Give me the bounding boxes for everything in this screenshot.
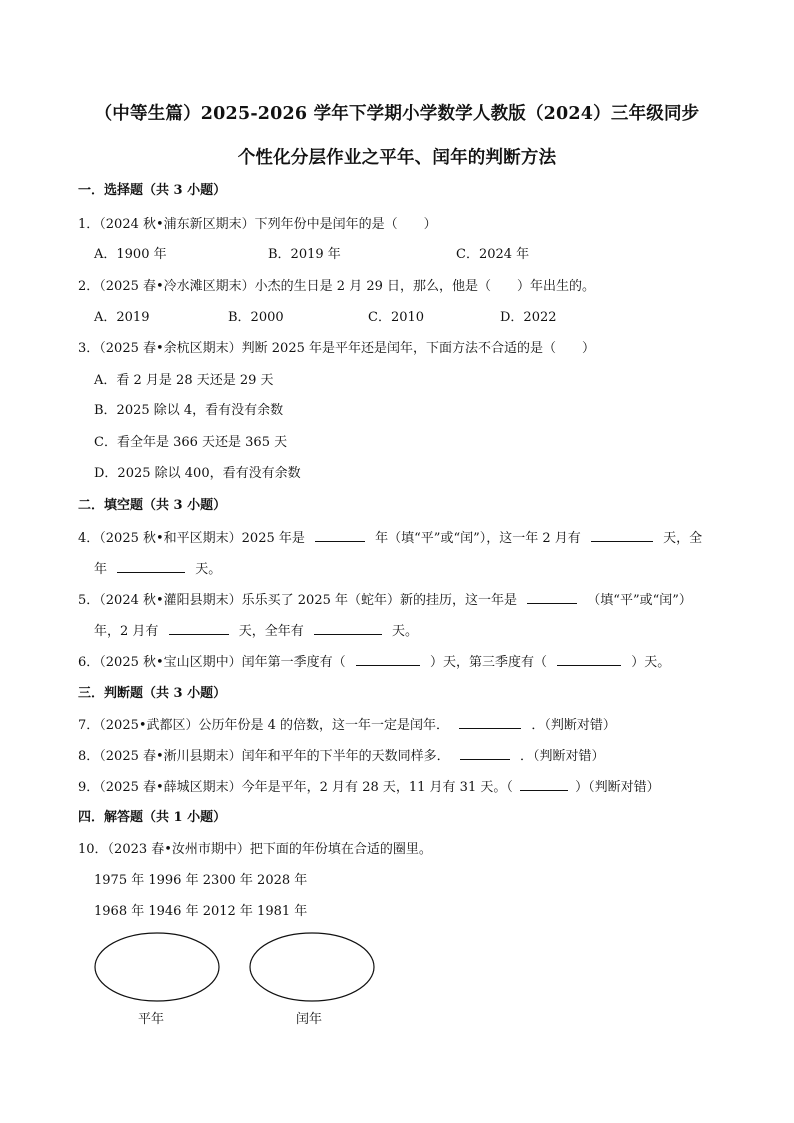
- question-4-text-c: 天，全: [663, 531, 703, 546]
- leap-year-ellipse[interactable]: [250, 933, 374, 1001]
- question-8-text-b: ．（判断对错）: [519, 749, 605, 764]
- section-fill-heading: 二．填空题（共 3 小题）: [78, 498, 227, 513]
- question-1-option-b: B．2019 年: [268, 247, 341, 262]
- section-choice-heading: 一．选择题（共 3 小题）: [78, 183, 227, 198]
- question-1-stem: 1．（2024 秋•浦东新区期末）下列年份中是闰年的是（ ）: [78, 217, 437, 232]
- common-year-label: 平年: [138, 1012, 165, 1027]
- question-3-stem: 3．（2025 春•余杭区期末）判断 2025 年是平年还是闰年，下面方法不合适的是（ ）: [78, 341, 596, 356]
- question-2-option-a: A．2019: [94, 310, 150, 325]
- question-4-text-a: 4．（2025 秋•和平区期末）2025 年是: [78, 531, 305, 546]
- page-title-line2: 个性化分层作业之平年、闰年的判断方法: [237, 148, 557, 168]
- question-9-text-b: ）（判断对错）: [575, 780, 660, 795]
- question-1-option-a: A．1900 年: [94, 247, 167, 262]
- question-3-option-b: B．2025 除以 4，看有没有余数: [94, 403, 284, 418]
- question-3-option-a: A．看 2 月是 28 天还是 29 天: [94, 373, 274, 388]
- question-3-option-c: C．看全年是 366 天还是 365 天: [94, 435, 288, 450]
- question-2-option-b: B．2000: [228, 310, 284, 325]
- question-5-text-b: （填“平”或“闰”）: [587, 593, 692, 608]
- question-5-text-d: 天，全年有: [238, 624, 304, 639]
- question-3-option-d: D．2025 除以 400，看有没有余数: [94, 466, 301, 481]
- question-4-text-b: 年（填“平”或“闰”），这一年 2 月有: [375, 531, 581, 546]
- question-10-stem: 10．（2023 春•汝州市期中）把下面的年份填在合适的圈里。: [78, 842, 432, 857]
- question-9-text-a: 9．（2025 春•薛城区期末）今年是平年，2 月有 28 天，11 月有 31 天。（: [78, 780, 513, 795]
- page-title-line1: （中等生篇）2025-2026 学年下学期小学数学人教版（2024）三年级同步: [94, 104, 700, 124]
- question-6-text-c: ）天。: [631, 655, 671, 670]
- section-judge-heading: 三．判断题（共 3 小题）: [78, 686, 227, 701]
- section-answer-heading: 四．解答题（共 1 小题）: [78, 810, 227, 825]
- leap-year-label: 闰年: [296, 1012, 323, 1027]
- common-year-ellipse[interactable]: [95, 933, 219, 1001]
- question-2-option-d: D．2022: [500, 310, 557, 325]
- question-6-text-a: 6．（2025 秋•宝山区期中）闰年第一季度有（: [78, 655, 346, 670]
- question-7-text-a: 7．（2025•武都区）公历年份是 4 的倍数，这一年一定是闰年．: [78, 718, 450, 733]
- question-7-text-b: ．（判断对错）: [531, 718, 616, 733]
- question-10-years-row1: 1975 年 1996 年 2300 年 2028 年: [94, 873, 308, 888]
- question-2-option-c: C．2010: [368, 310, 425, 325]
- question-5-text-a: 5．（2024 秋•灌阳县期末）乐乐买了 2025 年（蛇年）新的挂历，这一年是: [78, 593, 518, 608]
- question-5-text-c: 年，2 月有: [94, 624, 159, 639]
- question-5-text-e: 天。: [391, 624, 418, 639]
- question-8-text-a: 8．（2025 春•淅川县期末）闰年和平年的下半年的天数同样多．: [78, 749, 450, 764]
- question-2-stem: 2．（2025 春•冷水滩区期末）小杰的生日是 2 月 29 日，那么，他是（ ）年出生的。: [78, 279, 595, 294]
- question-10-years-row2: 1968 年 1946 年 2012 年 1981 年: [94, 904, 308, 919]
- question-4-text-d: 年: [94, 562, 108, 577]
- question-1-option-c: C．2024 年: [456, 247, 530, 262]
- question-6-text-b: ）天，第三季度有（: [429, 655, 547, 670]
- question-4-text-e: 天。: [195, 562, 222, 577]
